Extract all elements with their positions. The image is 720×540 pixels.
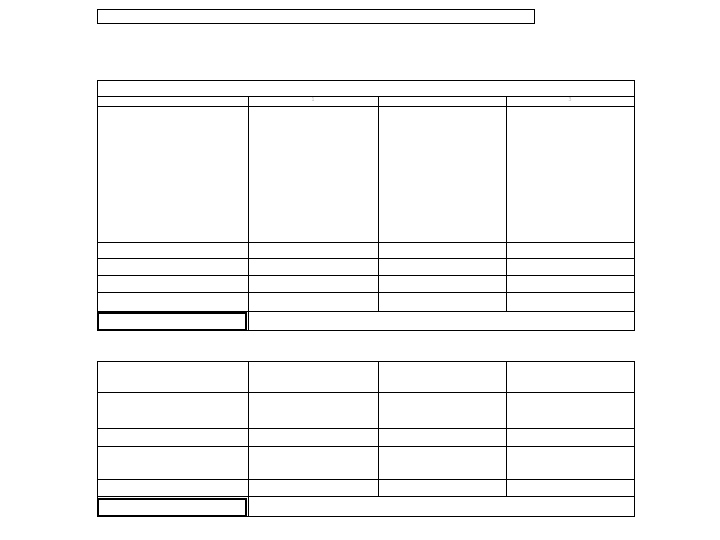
table-2-row-rule (97, 428, 635, 429)
table-1-row-rule (97, 292, 635, 293)
cell-value (507, 226, 633, 240)
row-label (100, 295, 243, 309)
table-1-col-header-3: 3 (568, 97, 572, 103)
cell-value (379, 450, 505, 462)
table-2-row-rule (97, 496, 635, 497)
row-label (102, 398, 245, 424)
table-1-title-right-rule (634, 80, 635, 97)
table-1-right-rule (634, 96, 635, 330)
cell-value (507, 366, 633, 378)
table-2-top-rule (97, 361, 635, 362)
table-1-title-left-rule (97, 80, 98, 97)
table-1-row-rule (97, 275, 635, 276)
table-1-col-rule-3 (506, 96, 507, 311)
cell-value (507, 398, 633, 424)
table-1-row-rule (97, 258, 635, 259)
cell-value (249, 226, 377, 240)
table-1-col-rule-2 (378, 96, 379, 311)
cell-value (379, 226, 505, 240)
header-right-rule (534, 9, 535, 24)
table-2-row-rule (97, 392, 635, 393)
table-1-left-rule (97, 96, 98, 330)
table-1-top-rule (97, 80, 635, 81)
table-1-col-rule-1 (248, 96, 249, 330)
table-2-right-rule (634, 361, 635, 517)
table-2-row-rule (97, 479, 635, 480)
table-2-left-rule (97, 361, 98, 517)
header-top-rule (97, 9, 535, 10)
table-2-row-rule (97, 446, 635, 447)
table-1-header-rule (97, 106, 635, 107)
table-2-col-rule-1 (248, 361, 249, 517)
header-left-rule (97, 9, 98, 24)
cell-value (507, 158, 633, 170)
header-bottom-rule (97, 23, 535, 24)
table-1-row-rule (97, 242, 635, 243)
table-1-total-box (97, 312, 247, 331)
table-1-total-value (258, 314, 458, 328)
cell-value (507, 210, 633, 222)
row-label (102, 366, 245, 378)
table-1-col-header-1: 1 (311, 97, 315, 103)
table-2-total-box (97, 498, 247, 517)
